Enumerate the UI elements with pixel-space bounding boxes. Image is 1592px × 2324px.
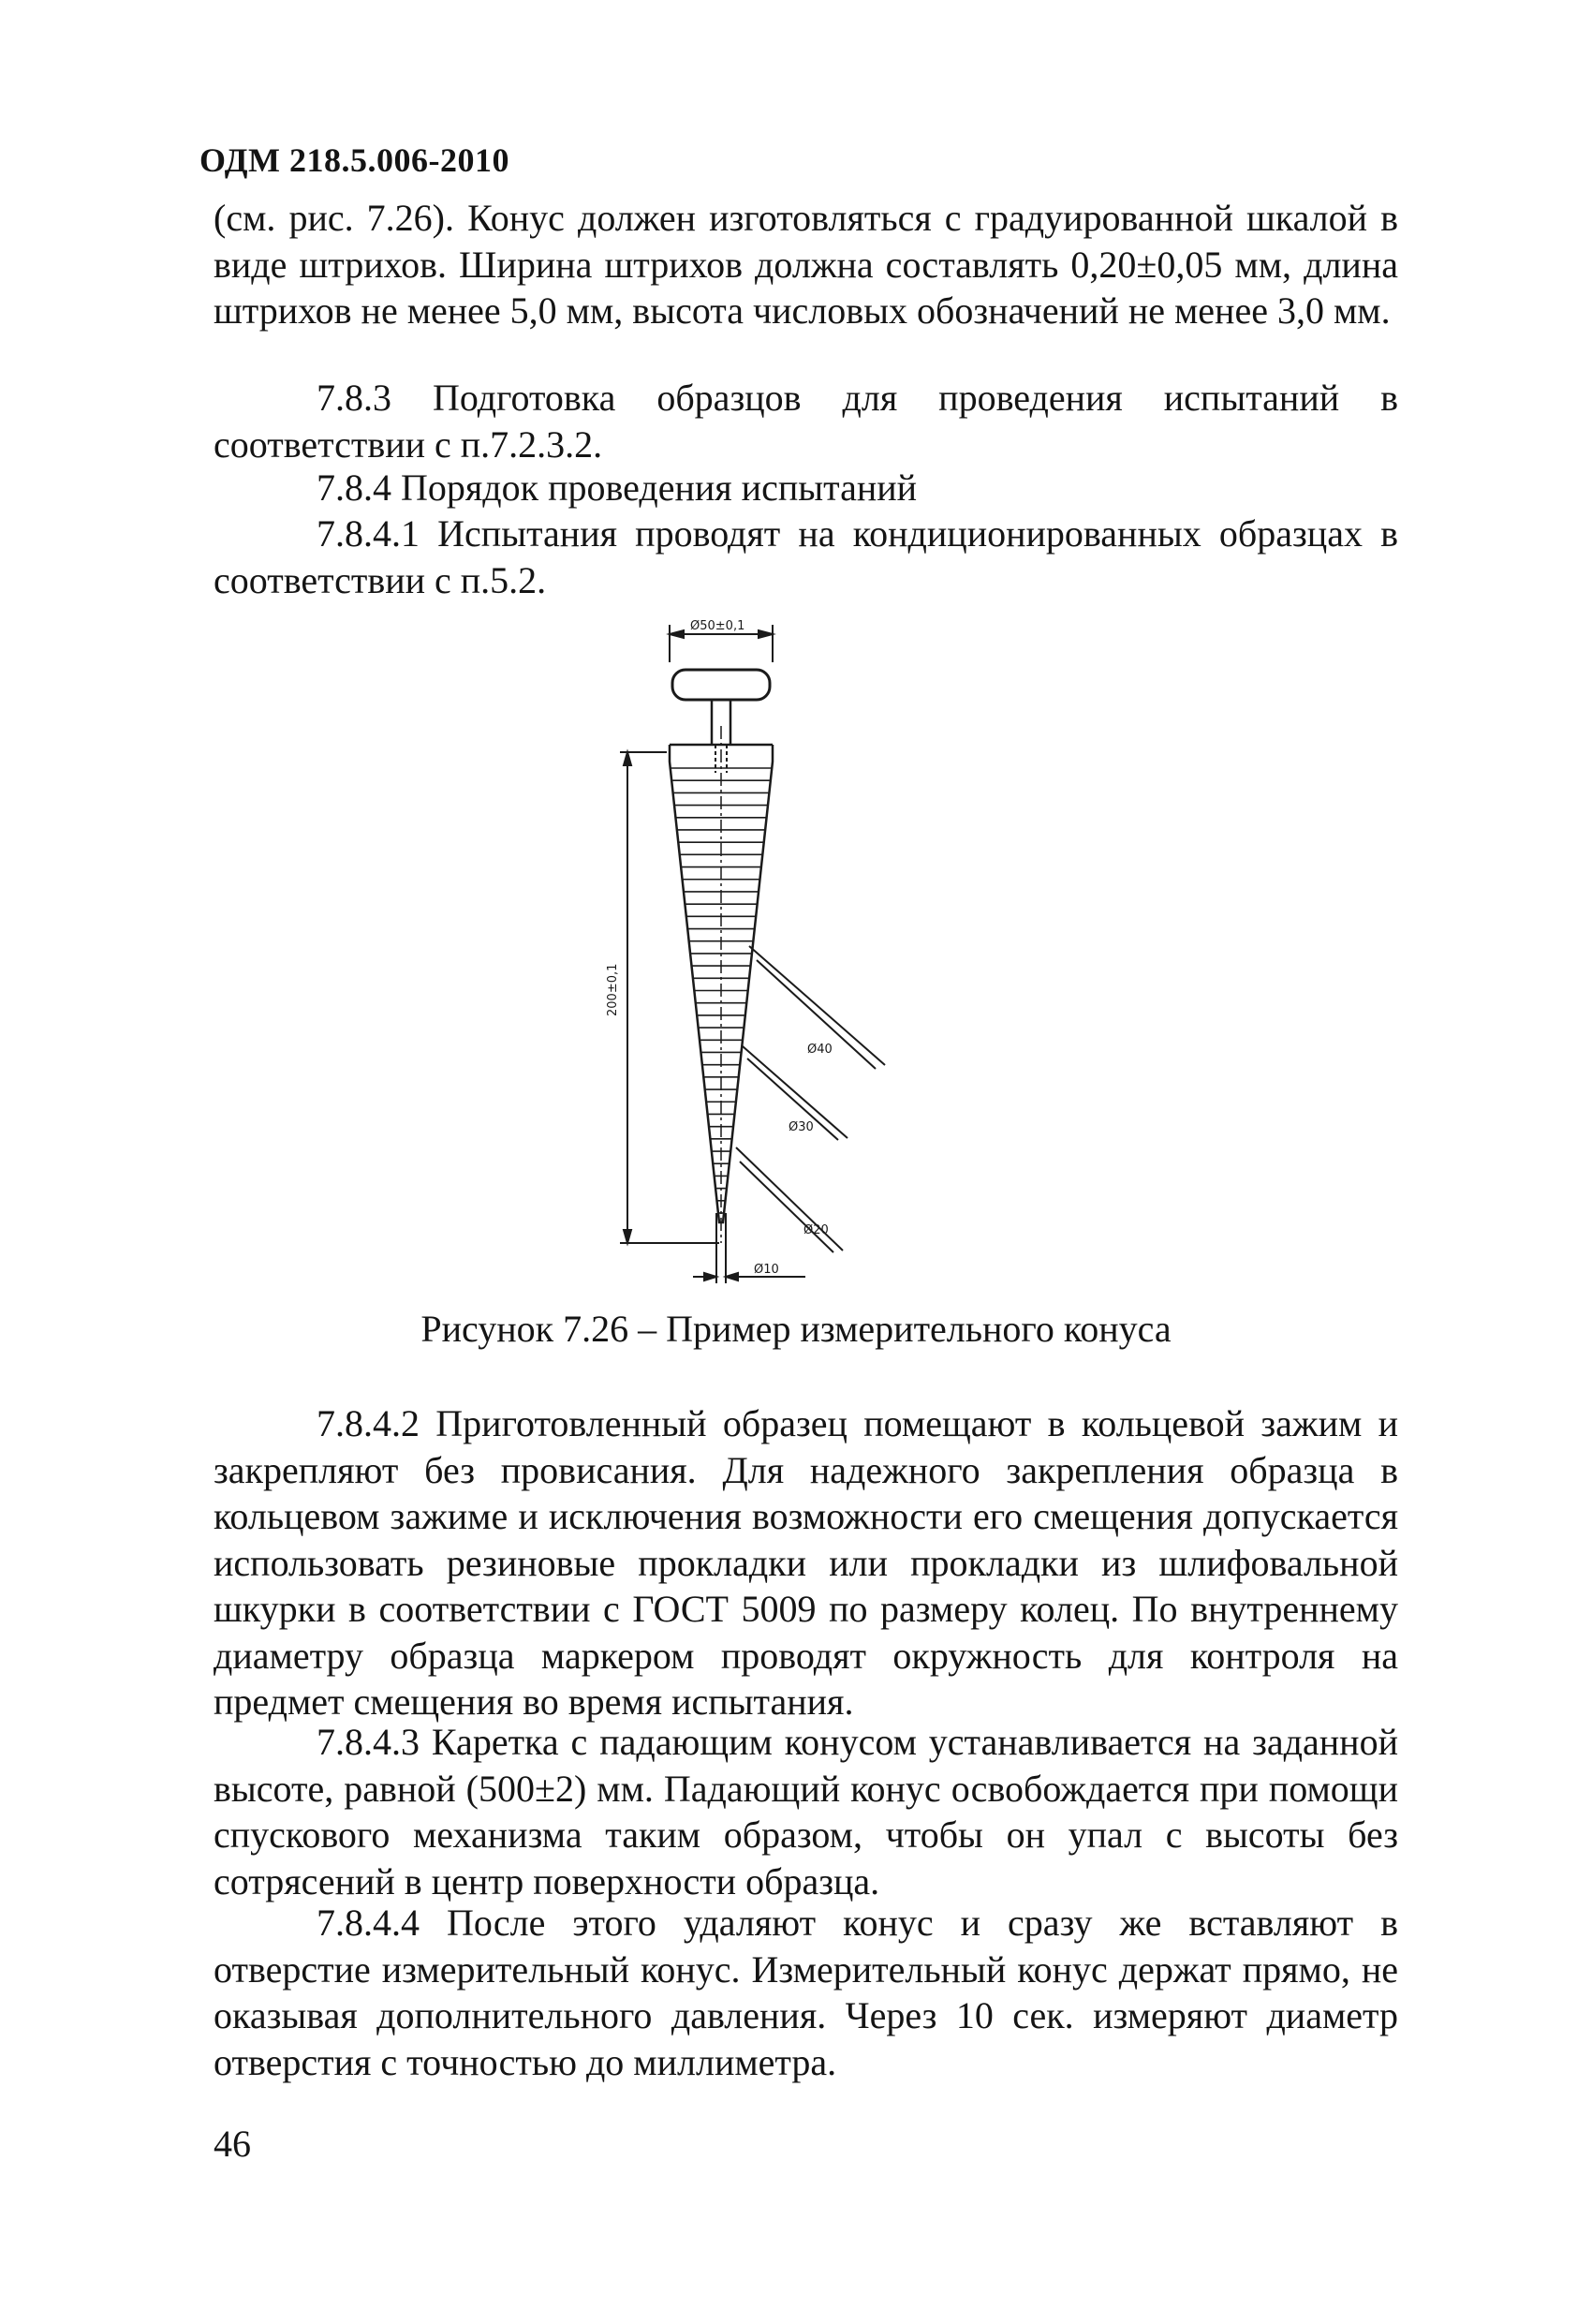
- measuring-cone-drawing: [562, 614, 899, 1297]
- dim-height-label: 200±0,1: [606, 963, 620, 1016]
- paragraph-7-8-4: 7.8.4 Порядок проведения испытаний: [317, 466, 918, 509]
- paragraph-cone-description: (см. рис. 7.26). Конус должен изготовляться с градуированной шкалой в виде штрихов. Ширина штрихов должна составлять 0,20±0,05 мм, длина штрихов не менее 5,0 мм, высота числовых обозначений не менее 3,0 мм.: [214, 197, 1398, 332]
- dim-diameter-40-label: Ø40: [807, 1043, 833, 1057]
- paragraph-7-8-4-1: 7.8.4.1 Испытания проводят на кондиционированных образцах в соответствии с п.5.2.: [214, 512, 1398, 601]
- dim-diameter-30-label: Ø30: [789, 1120, 814, 1134]
- dim-top-diameter-label: Ø50±0,1: [690, 619, 745, 633]
- dim-diameter-20-label: Ø20: [803, 1223, 829, 1237]
- paragraph-7-8-4-4: 7.8.4.4 После этого удаляют конус и сразу же вставляют в отверстие измерительный конус. Измерительный конус держат прямо, не оказывая дополнительного давления. Через 10 сек. измеряют диаметр отверстия с точностью до миллиметра.: [214, 1902, 1398, 2083]
- figure-caption: Рисунок 7.26 – Пример измерительного конуса: [420, 1308, 1172, 1350]
- page-number: 46: [214, 2123, 251, 2165]
- document-code: ОДМ 218.5.006-2010: [199, 141, 509, 179]
- dim-diameter-10-label: Ø10: [754, 1263, 779, 1277]
- paragraph-7-8-4-3: 7.8.4.3 Каретка с падающим конусом устанавливается на заданной высоте, равной (500±2) мм. Падающий конус освобождается при помощи спускового механизма таким образом, чтобы он упал с высоты без сотрясений в центр поверхности образца.: [214, 1721, 1398, 1902]
- paragraph-7-8-3: 7.8.3 Подготовка образцов для проведения испытаний в соответствии с п.7.2.3.2.: [214, 377, 1398, 466]
- paragraph-7-8-4-2: 7.8.4.2 Приготовленный образец помещают в кольцевой зажим и закрепляют без провисания. Для надежного закрепления образца в кольцевом зажиме и исключения возможности его смещения допускается использовать резиновые прокладки или прокладки из шлифовальной шкурки в соответствии с ГОСТ 5009 по размеру колец. По внутреннему диаметру образца маркером проводят окружность для контроля на предмет смещения во время испытания.: [214, 1402, 1398, 1723]
